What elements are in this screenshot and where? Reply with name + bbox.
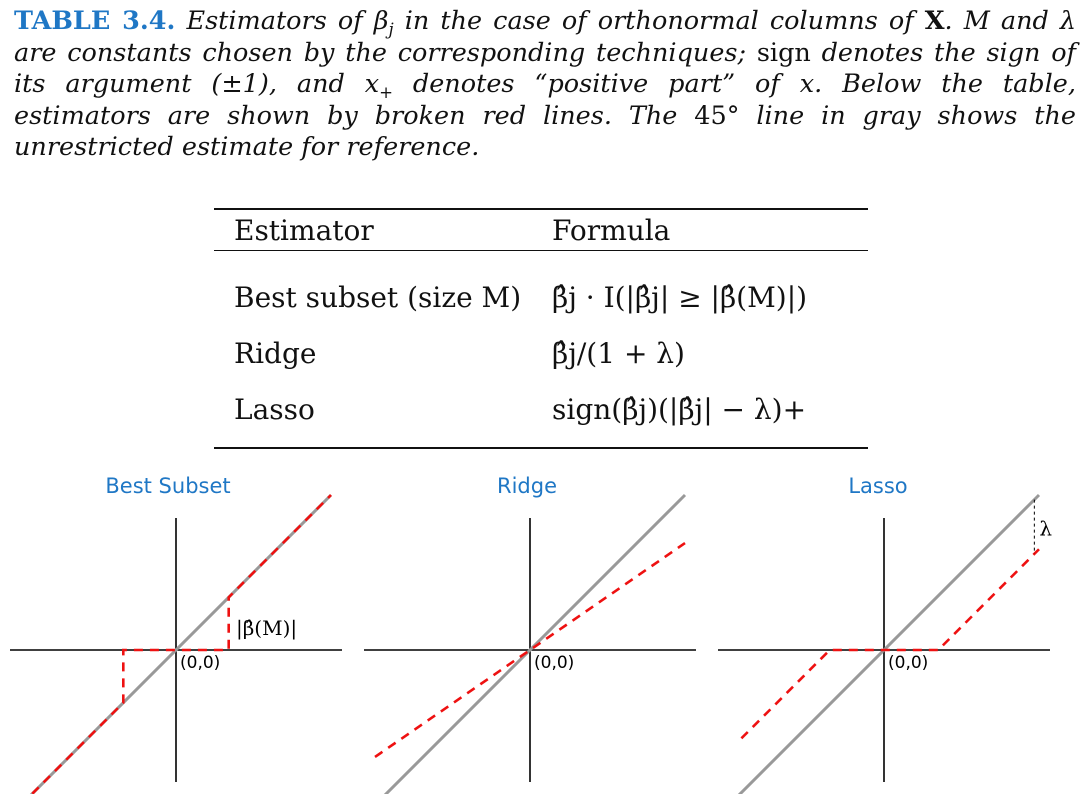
table-label: TABLE 3.4. [14,6,176,36]
caption-plus-sub: + [379,83,393,103]
caption-beta-sub: j [388,20,394,40]
plot-title-ridge: Ridge [496,474,557,498]
caption-text-1: Estimators of [186,6,363,36]
table-row [214,325,868,381]
lambda-annotation: λ [1039,516,1053,541]
formula-cell: β̂j/(1 + λ) [552,336,685,370]
table-caption [14,6,1076,164]
lasso-plot [718,516,1053,782]
table-row [214,381,868,437]
plot-title-best-subset: Best Subset [105,474,231,498]
caption-beta: β [373,6,389,36]
caption-text-2: in the case of orthonormal columns of [404,6,914,36]
table-row [214,269,868,325]
estimator-cell: Best subset (size M) [234,280,522,314]
caption-text-3: . M and λ are constants chosen by the corresponding techniques; [14,6,1077,68]
estimator-cell: Ridge [234,336,317,370]
header-estimator: Estimator [234,213,374,247]
caption-text-5: denotes “positive part” of x. Below the table, estimators are shown by broken red lines. The [14,69,1076,131]
caption-45-degree: 45° [694,100,740,131]
caption-x-matrix: X [924,6,945,36]
beta-m-annotation: |β̂(M)| [236,616,298,640]
origin-label: (0,0) [180,653,221,673]
caption-sign-word: sign [756,37,811,68]
estimator-cell: Lasso [234,392,315,426]
caption-text-4: denotes the sign of its argument (±1), and x [14,37,1076,99]
origin-label: (0,0) [888,653,929,673]
caption-text-6: line in gray shows the unrestricted estimate for reference. [14,100,1076,162]
formula-cell: β̂j · I(|β̂j| ≥ |β̂(M)|) [552,280,808,314]
header-formula: Formula [552,213,671,247]
origin-label: (0,0) [534,653,575,673]
table-header-row [214,210,868,251]
formula-cell: sign(β̂j)(|β̂j| − λ)+ [552,392,807,426]
plot-title-lasso: Lasso [848,474,908,498]
ridge-plot [364,518,696,782]
best-subset-plot [10,518,342,782]
estimator-table [214,208,868,449]
